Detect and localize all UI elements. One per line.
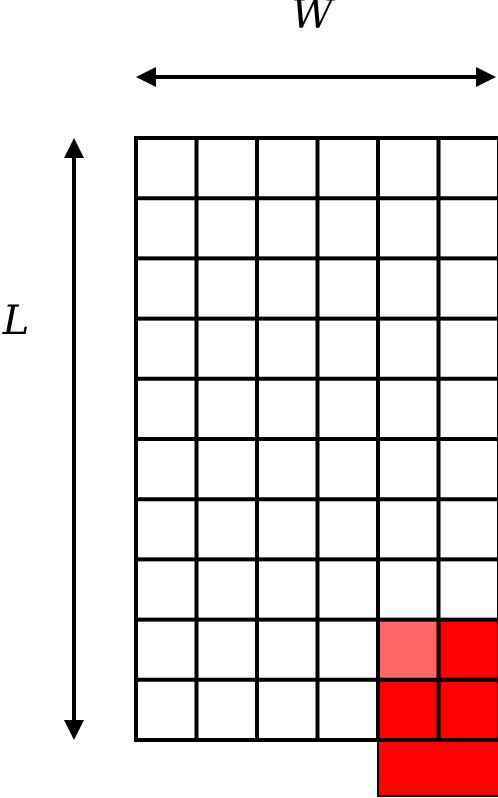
highlighted-cell-r10-c5 — [378, 680, 439, 740]
length-label: L — [2, 298, 30, 344]
overflow-block — [378, 740, 498, 796]
highlighted-cell-r10-c6 — [439, 680, 498, 740]
overflow-block-group — [378, 740, 498, 796]
width-label: W — [291, 0, 333, 38]
highlighted-cell-r9-c6 — [439, 620, 498, 680]
highlighted-cell-r9-c5 — [378, 620, 439, 680]
